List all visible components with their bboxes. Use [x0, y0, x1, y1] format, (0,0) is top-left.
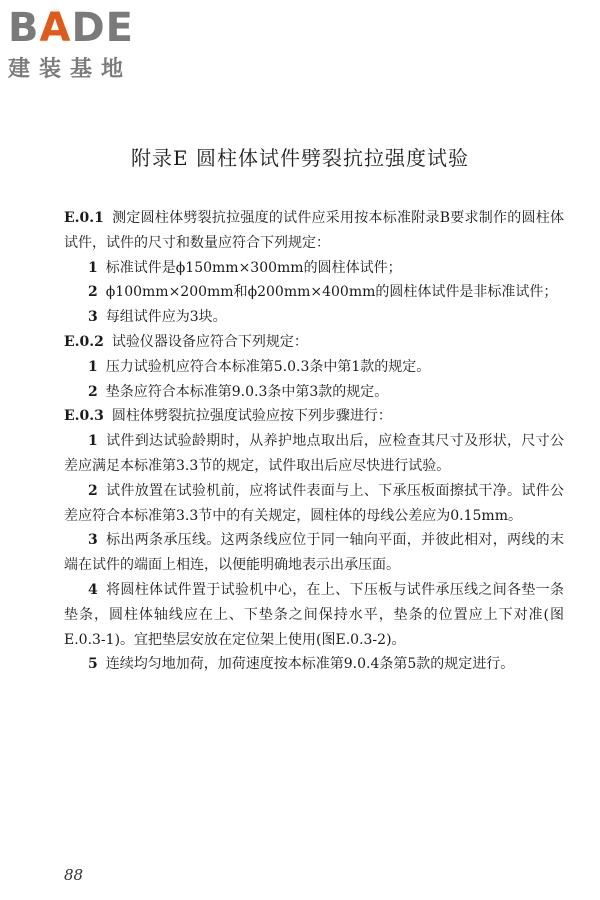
page-number: 88: [64, 866, 84, 884]
logo-letter-b: B: [8, 5, 40, 51]
clause-number: E.0.2: [64, 333, 104, 350]
logo-letter-a: A: [39, 5, 72, 51]
item-text: 连续均匀地加荷，加荷速度按本标准第9.0.4条第5款的规定进行。: [105, 656, 515, 673]
list-item: [64, 305, 564, 330]
item-number: 5: [88, 656, 98, 673]
item-text: 垫条应符合本标准第9.0.3条中第3款的规定。: [105, 383, 389, 400]
item-number: 1: [88, 259, 98, 276]
item-text: 压力试验机应符合本标准第5.0.3条中第1款的规定。: [105, 358, 431, 375]
list-item: [64, 280, 564, 305]
list-item: [64, 380, 564, 405]
list-item: [64, 528, 564, 578]
clause-text: 测定圆柱体劈裂抗拉强度的试件应采用按本标准附录B要求制作的圆柱体试件，试件的尺寸和数量应符合下列规定：: [64, 210, 564, 251]
clause-e02: [64, 330, 564, 355]
list-item: [64, 479, 564, 529]
clause-number: E.0.1: [64, 210, 104, 226]
clause-number: E.0.3: [64, 408, 104, 425]
bade-logo: [8, 6, 178, 84]
logo-wordmark: [8, 6, 178, 50]
item-text: 试件到达试验龄期时，从养护地点取出后，应检查其尺寸及形状，尺寸公差应满足本标准第3.3节的规定，试件取出后应尽快进行试验。: [64, 433, 564, 474]
page-title: 附录E 圆柱体试件劈裂抗拉强度试验: [131, 146, 469, 170]
item-number: 1: [88, 433, 98, 450]
list-item: [64, 429, 564, 479]
clause-e01: [64, 206, 564, 256]
item-number: 1: [88, 358, 98, 375]
item-number: 4: [88, 581, 98, 598]
document-body: [64, 206, 564, 677]
item-number: 2: [88, 482, 98, 499]
logo-subtitle: 建装基地: [8, 57, 133, 82]
item-text: ϕ100mm×200mm和ϕ200mm×400mm的圆柱体试件是非标准试件；: [105, 284, 558, 301]
clause-text: 试验仪器设备应符合下列规定：: [111, 333, 308, 350]
item-number: 2: [88, 284, 98, 301]
clause-text: 圆柱体劈裂抗拉强度试验应按下列步骤进行：: [111, 408, 392, 425]
list-item: [64, 256, 564, 281]
list-item: [64, 355, 564, 380]
item-number: 3: [88, 309, 98, 326]
item-text: 每组试件应为3块。: [105, 309, 227, 326]
clause-e03: [64, 404, 564, 429]
list-item: [64, 578, 564, 652]
item-text: 标出两条承压线。这两条线应位于同一轴向平面，并彼此相对，两线的末端在试件的端面上相连，以便能明确地表示出承压面。: [64, 532, 564, 574]
item-number: 3: [88, 532, 98, 549]
item-number: 2: [88, 383, 98, 400]
item-text: 标准试件是ϕ150mm×300mm的圆柱体试件；: [105, 259, 402, 276]
list-item: [64, 652, 564, 677]
logo-letters-de: DE: [71, 5, 134, 51]
item-text: 试件放置在试验机前，应将试件表面与上、下承压板面擦拭干净。试件公差应符合本标准第3.3节中的有关规定，圆柱体的母线公差应为0.15mm。: [64, 482, 564, 524]
item-text: 将圆柱体试件置于试验机中心，在上、下压板与试件承压线之间各垫一条垫条，圆柱体轴线应在上、下垫条之间保持水平，垫条的位置应上下对准(图E.0.3-1)。宜把垫层安放在定位架上使用(图E.0.3-2)。: [64, 581, 564, 648]
